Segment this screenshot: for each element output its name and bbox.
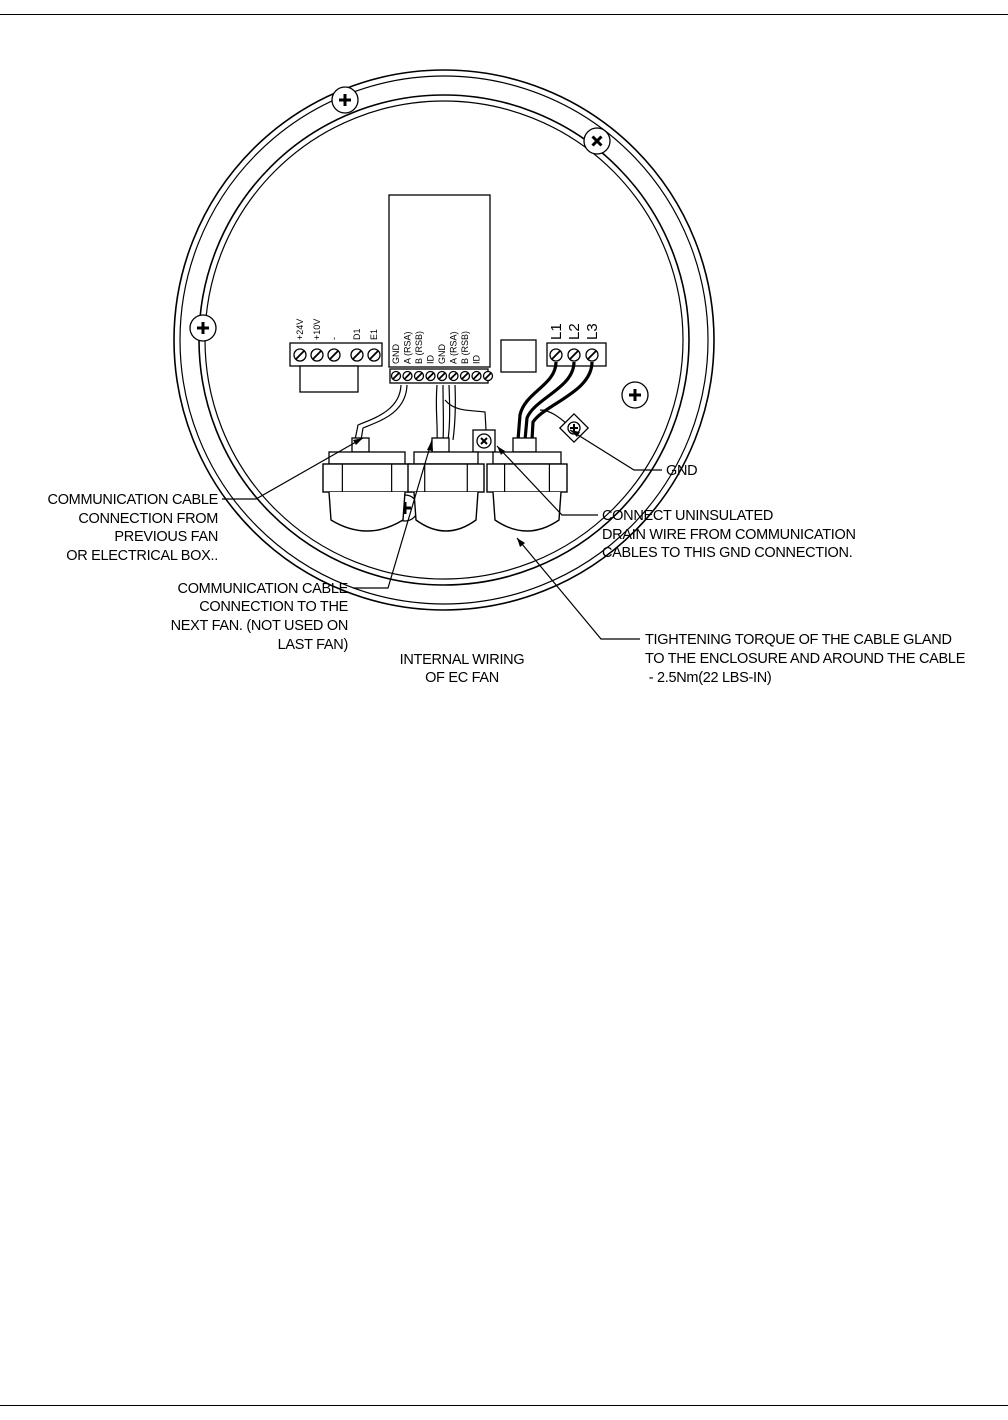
- terminal-label: E1: [369, 328, 379, 340]
- terminal-screw-icon: [368, 349, 380, 361]
- terminal-label: +24V: [295, 318, 305, 340]
- terminal-screw-icon: [311, 349, 323, 361]
- svg-text:CONNECTION FROM: CONNECTION FROM: [78, 511, 218, 527]
- terminal-screw-icon: [426, 372, 435, 381]
- terminal-screw-icon: [351, 349, 363, 361]
- terminal-label: GND: [391, 344, 401, 364]
- label-tightening-torque: [645, 632, 966, 686]
- cable-gland: [323, 452, 411, 531]
- terminal-label: A (RSA): [448, 331, 459, 364]
- svg-text:OF EC FAN: OF EC FAN: [425, 670, 499, 686]
- terminal-label: L2: [566, 323, 583, 340]
- terminal-screw-icon: [461, 372, 470, 381]
- svg-text:LAST FAN): LAST FAN): [277, 637, 348, 653]
- label-comm-to: [171, 581, 349, 653]
- cable-gland: [408, 452, 484, 531]
- gnd-screw-icon: [560, 414, 588, 442]
- svg-text:CONNECTION TO THE: CONNECTION TO THE: [199, 599, 348, 615]
- terminal-screw-icon: [550, 349, 562, 361]
- svg-text:INTERNAL WIRING: INTERNAL WIRING: [399, 652, 525, 668]
- svg-text:TO THE ENCLOSURE AND AROUND TH: TO THE ENCLOSURE AND AROUND THE CABLE: [645, 651, 966, 667]
- terminal-screw-icon: [484, 372, 493, 381]
- terminal-label: D1: [352, 328, 362, 340]
- terminal-screw-icon: [403, 372, 412, 381]
- terminal-label: A (RSA): [402, 331, 413, 364]
- comm-wires: [355, 385, 486, 440]
- svg-text:GND: GND: [666, 463, 698, 479]
- terminal-screw-icon: [438, 372, 447, 381]
- svg-text:OR ELECTRICAL BOX..: OR ELECTRICAL BOX..: [66, 548, 218, 564]
- terminal-label: GND: [437, 344, 447, 364]
- terminal-screw-icon: [415, 372, 424, 381]
- terminal-label: -: [329, 337, 339, 340]
- cable-gland: [487, 452, 567, 531]
- power-terminal-labels: [548, 323, 601, 340]
- terminal-label: +10V: [312, 318, 322, 340]
- terminal-screw-icon: [586, 349, 598, 361]
- svg-text:PREVIOUS FAN: PREVIOUS FAN: [114, 529, 218, 545]
- wire-ferrules: [352, 438, 536, 452]
- svg-text:- 2.5Nm(22 LBS-IN): - 2.5Nm(22 LBS-IN): [645, 670, 772, 686]
- label-internal-wiring: [400, 652, 525, 686]
- terminal-screw-icon: [449, 372, 458, 381]
- svg-text:CABLES TO THIS GND CONNECTION.: CABLES TO THIS GND CONNECTION.: [602, 545, 853, 561]
- terminal-label: ID: [425, 355, 436, 364]
- terminal-label: L3: [584, 323, 601, 340]
- svg-text:CONNECT UNINSULATED: CONNECT UNINSULATED: [602, 508, 774, 524]
- label-gnd: [666, 463, 697, 479]
- power-terminal-screws: [550, 349, 598, 361]
- svg-text:TIGHTENING TORQUE OF THE CABLE: TIGHTENING TORQUE OF THE CABLE GLAND: [645, 632, 952, 648]
- label-drain-wire: [602, 508, 856, 561]
- component-block: [501, 340, 536, 372]
- control-terminal-labels: [295, 319, 379, 340]
- screw-icon: [622, 382, 648, 408]
- svg-text:NEXT FAN. (NOT USED ON: NEXT FAN. (NOT USED ON: [170, 618, 348, 634]
- terminal-label: B (RSB): [460, 330, 470, 364]
- terminal-screw-icon: [294, 349, 306, 361]
- svg-text:COMMUNICATION CABLE: COMMUNICATION CABLE: [177, 581, 348, 597]
- label-comm-from: [48, 492, 219, 564]
- svg-text:DRAIN WIRE FROM COMMUNICATION: DRAIN WIRE FROM COMMUNICATION: [602, 527, 856, 543]
- terminal-label: ID: [471, 355, 482, 364]
- screw-icon: [584, 128, 610, 154]
- screw-icon: [332, 87, 358, 113]
- svg-text:COMMUNICATION CABLE: COMMUNICATION CABLE: [47, 492, 218, 508]
- terminal-screw-icon: [392, 372, 401, 381]
- terminal-label: L1: [548, 323, 565, 340]
- drain-screw-icon: [473, 430, 495, 452]
- cable-glands: [323, 452, 567, 531]
- terminal-screw-icon: [472, 372, 481, 381]
- comm-terminal-screws: [392, 372, 493, 381]
- terminal-screw-icon: [328, 349, 340, 361]
- screw-icon: [190, 315, 216, 341]
- terminal-label: B (RSB): [414, 330, 424, 364]
- terminal-screw-icon: [568, 349, 580, 361]
